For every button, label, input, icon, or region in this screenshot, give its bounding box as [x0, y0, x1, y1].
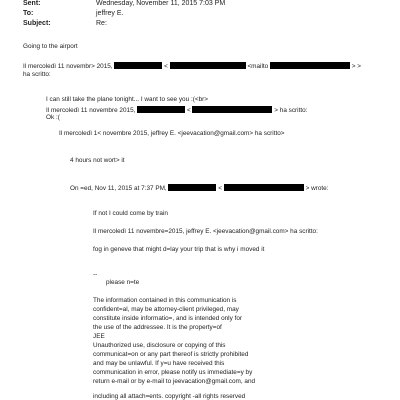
signature-dashes: --: [93, 271, 98, 278]
subject-value: Re:: [96, 20, 107, 27]
sent-value: Wednesday, November 11, 2015 7:03 PM: [96, 0, 226, 7]
redaction-box: [270, 62, 350, 69]
redaction-box: [192, 106, 272, 113]
to-label: To:: [23, 10, 34, 17]
quote-header-1-text: Il mercoledì 11 novembr> 2015,: [23, 63, 113, 70]
quote-header-1: [23, 62, 361, 70]
disclaimer-line: communication in error, please notify us immediate=y by: [93, 369, 253, 376]
disclaimer-line: confident=al, may be attorney-client privileged, may: [93, 306, 239, 313]
quote-4-line: 4 hours not wort> it: [70, 157, 125, 164]
quote-2-line-1: I can still take the plane tonight... I want to see you :(<br>: [46, 96, 208, 103]
disclaimer-line: The information contained in this communication is: [93, 297, 237, 304]
quote-2-line-3: Ok :(: [46, 114, 60, 121]
quote-header-1-end: > >: [351, 63, 362, 70]
subject-label: Subject:: [23, 20, 51, 27]
disclaimer-line: constitute inside informatio=, and is intended only for: [93, 315, 243, 322]
quote-6-line-3: fog in geneve that might d=lay your trip that is why i moved it: [93, 246, 265, 253]
sent-label: Sent:: [23, 0, 41, 7]
quote-5-header-lt: <: [218, 185, 222, 192]
quote-5-header: [70, 184, 328, 192]
redaction-box: [224, 184, 304, 191]
quote-5-header-text: On =ed, Nov 11, 2015 at 7:37 PM,: [70, 185, 167, 192]
to-value: jeffrey E.: [96, 10, 124, 17]
quote-2-header-lt: <: [186, 107, 191, 114]
redaction-box: [168, 184, 216, 191]
quote-6-header: Il mercoledì 11 novembre=2015, jeffrey E. <jeevacation@gmail.com> ha scritto:: [93, 228, 318, 235]
body-line-going-airport: Going to the airport: [23, 43, 78, 50]
signature-please-note: please n=te: [106, 279, 140, 286]
disclaimer-line: Unauthorized use, disclosure or copying of this: [93, 342, 226, 349]
redaction-box: [170, 62, 246, 69]
redaction-box: [137, 106, 185, 113]
quote-2-header: [46, 106, 307, 114]
quote-3-header: Il mercoledì 1< novembre 2015, jeffrey E. <jeevacation@gmail.com> ha scritto>: [59, 130, 285, 137]
quote-6-line-1: If not I could come by train: [93, 210, 168, 217]
quote-2-header-end: > ha scritto:: [274, 107, 308, 114]
redaction-box: [114, 62, 162, 69]
quote-header-1-mailto: <mailto: [247, 63, 269, 70]
disclaimer-line: and may be unlawful. If y=u have received this: [93, 360, 225, 367]
quote-2-header-text: Il mercoledì 11 novembre 2015,: [46, 107, 136, 114]
quote-header-1-lt: <: [164, 63, 168, 70]
quote-header-1-line2: ha scritto:: [23, 71, 51, 78]
disclaimer-line: including all attach=ents. copyright -all rights reserved: [93, 393, 246, 400]
disclaimer-line: the use of the addressee. It is the property=of: [93, 324, 222, 331]
disclaimer-line: JEE: [93, 333, 105, 340]
quote-5-header-end: > wrote:: [305, 185, 329, 192]
disclaimer-line: communicat=on or any part thereof is strictly prohibited: [93, 351, 249, 358]
disclaimer-line: return e-mail or by e-mail to jeevacation@gmail.com, and: [93, 378, 256, 385]
